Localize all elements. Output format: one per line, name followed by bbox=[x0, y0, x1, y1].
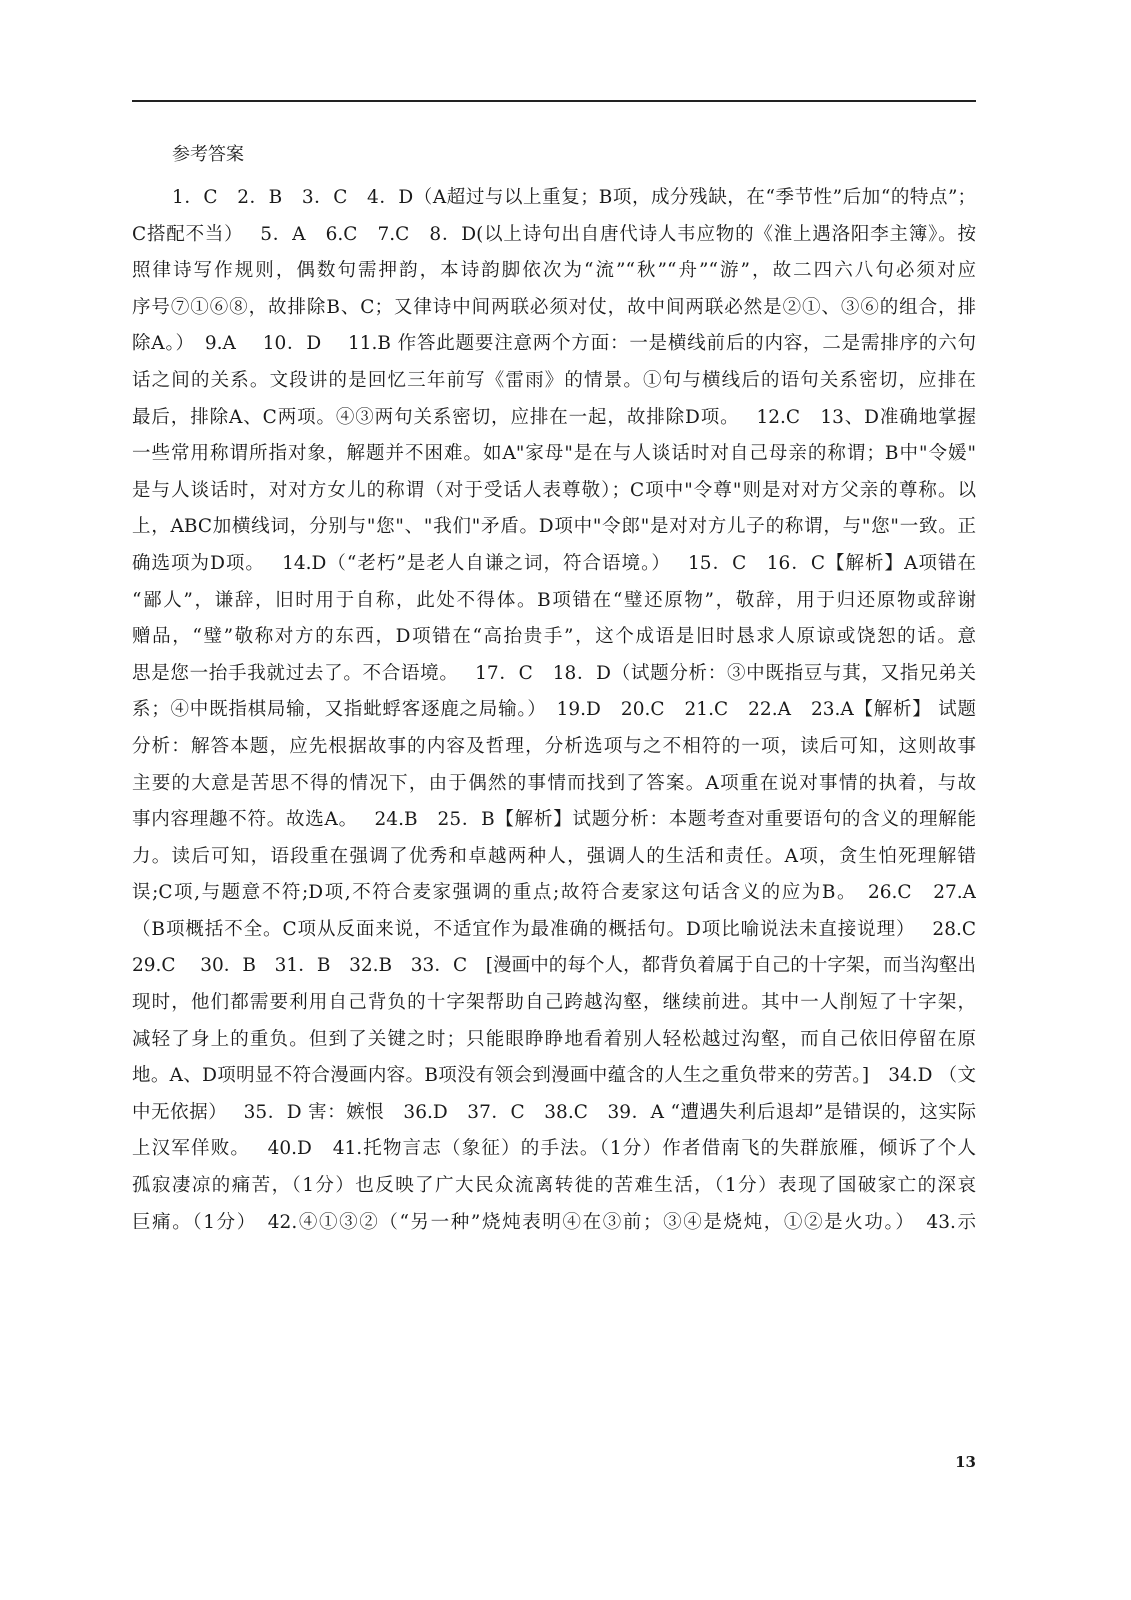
text-line: 地。A、D项明显不符合漫画内容。B项没有领会到漫画中蕴含的人生之重负带来的劳苦。] 34.D （文 bbox=[132, 1065, 976, 1087]
answer-text-block bbox=[132, 180, 976, 1241]
text-line: 上汉军佯败。 40.D 41.托物言志（象征）的手法。（1分）作者借南飞的失群旅雁，倾诉了个人 bbox=[132, 1138, 976, 1160]
text-line: 力。读后可知，语段重在强调了优秀和卓越两种人，强调人的生活和责任。A项，贪生怕死理解错 bbox=[132, 845, 976, 867]
text-line: 减轻了身上的重负。但到了关键之时；只能眼睁睁地看着别人轻松越过沟壑，而自己依旧停留在原 bbox=[132, 1028, 976, 1050]
text-line: 是与人谈话时，对对方女儿的称谓（对于受话人表尊敬）；C项中"令尊"则是对对方父亲的尊称。以 bbox=[132, 479, 976, 501]
text-line: 思是您一抬手我就过去了。不合语境。 17．C 18．D（试题分析：③中既指豆与萁，又指兄弟关 bbox=[132, 662, 976, 684]
text-line: 巨痛。（1分） 42.④①③②（“另一种”烧炖表明④在③前；③④是烧炖，①②是火功。） 43.示 bbox=[132, 1211, 976, 1233]
text-line: 分析：解答本题，应先根据故事的内容及哲理，分析选项与之不相符的一项，读后可知，这则故事 bbox=[132, 735, 976, 757]
text-line: 赠品，“璧”敬称对方的东西，D项错在“高抬贵手”，这个成语是旧时恳求人原谅或饶恕的话。意 bbox=[132, 626, 976, 648]
header-rule bbox=[132, 100, 976, 102]
section-heading: 参考答案 bbox=[172, 144, 244, 165]
text-line: 系；④中既指棋局输，又指蚍蜉客逐鹿之局输。） 19.D 20.C 21.C 22.A 23.A【解析】 试题 bbox=[132, 699, 976, 721]
text-line: 主要的大意是苦思不得的情况下，由于偶然的事情而找到了答案。A项重在说对事情的执着，与故 bbox=[132, 772, 976, 794]
text-line: C搭配不当） 5．A 6.C 7.C 8．D(以上诗句出自唐代诗人韦应物的《淮上遇洛阳李主簿》。按 bbox=[132, 223, 976, 245]
text-line: 29.C 30．B 31．B 32.B 33．C [漫画中的每个人，都背负着属于自己的十字架，而当沟壑出 bbox=[132, 955, 976, 977]
text-line: 孤寂凄凉的痛苦，（1分）也反映了广大民众流离转徙的苦难生活，（1分）表现了国破家亡的深哀 bbox=[132, 1175, 976, 1197]
text-line: 照律诗写作规则，偶数句需押韵，本诗韵脚依次为“流”“秋”“舟”“游”，故二四六八句必须对应 bbox=[132, 260, 976, 282]
page-number: 13 bbox=[955, 1453, 976, 1471]
text-line: 除A。） 9.A 10．D 11.B 作答此题要注意两个方面：一是横线前后的内容，二是需排序的六句 bbox=[132, 333, 976, 355]
text-line: 序号⑦①⑥⑧，故排除B、C；又律诗中间两联必须对仗，故中间两联必然是②①、③⑥的组合，排 bbox=[132, 296, 976, 318]
text-line: 现时，他们都需要利用自己背负的十字架帮助自己跨越沟壑，继续前进。其中一人削短了十字架， bbox=[132, 992, 976, 1014]
text-line: “鄙人”，谦辞，旧时用于自称，此处不得体。B项错在“璧还原物”，敬辞，用于归还原物或辞谢 bbox=[132, 589, 976, 611]
text-line: 事内容理趣不符。故选A。 24.B 25．B【解析】试题分析：本题考查对重要语句的含义的理解能 bbox=[132, 809, 976, 831]
text-line: 1．C 2．B 3．C 4．D（A超过与以上重复；B项，成分残缺，在“季节性”后加“的特点”； bbox=[172, 187, 976, 208]
text-line: 一些常用称谓所指对象，解题并不困难。如A"家母"是在与人谈话时对自己母亲的称谓；B中"令媛" bbox=[132, 443, 976, 465]
text-line: 上，ABC加横线词，分别与"您"、"我们"矛盾。D项中"令郎"是对对方儿子的称谓，与"您"一致。正 bbox=[132, 516, 976, 538]
text-line: 误;C项,与题意不符;D项,不符合麦家强调的重点;故符合麦家这句话含义的应为B。 26.C 27.A bbox=[132, 882, 976, 904]
text-line: 话之间的关系。文段讲的是回忆三年前写《雷雨》的情景。①句与横线后的语句关系密切，应排在 bbox=[132, 369, 976, 391]
text-line: 中无依据） 35．D 害：嫉恨 36.D 37．C 38.C 39．A “遭遇失利后退却”是错误的，这实际 bbox=[132, 1101, 976, 1123]
text-line: 确选项为D项。 14.D（“老朽”是老人自谦之词，符合语境。） 15．C 16．C【解析】A项错在 bbox=[132, 552, 976, 574]
text-line: 最后，排除A、C两项。④③两句关系密切，应排在一起，故排除D项。 12.C 13、D准确地掌握 bbox=[132, 406, 976, 428]
text-line: （B项概括不全。C项从反面来说，不适宜作为最准确的概括句。D项比喻说法未直接说理） 28.C bbox=[132, 918, 976, 940]
